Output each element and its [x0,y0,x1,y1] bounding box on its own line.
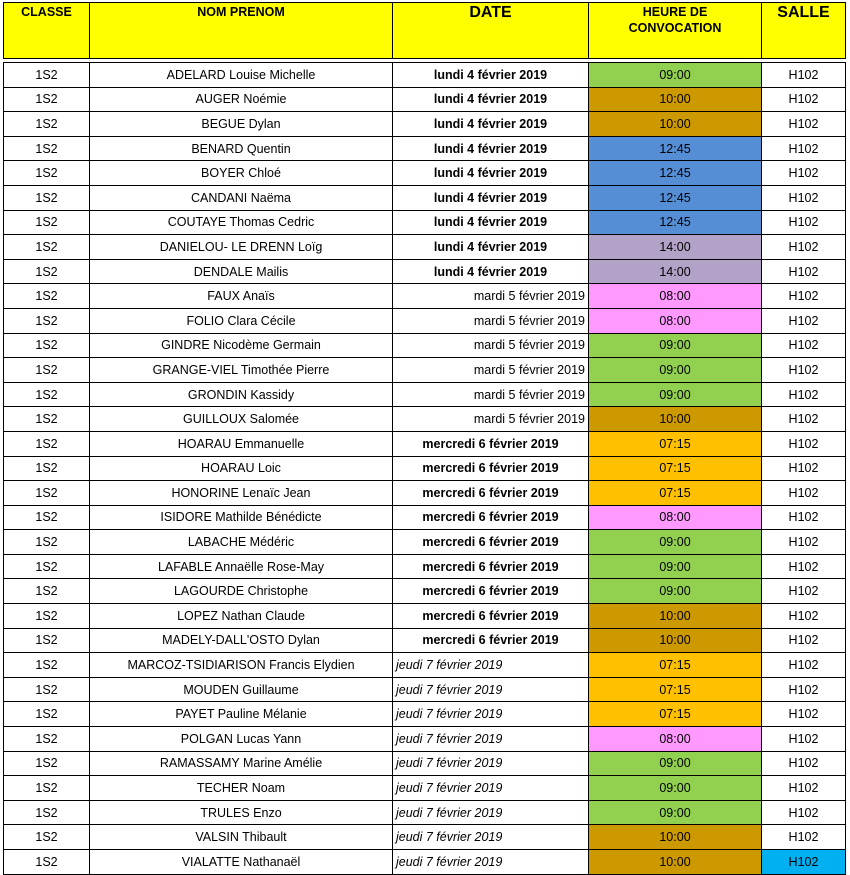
cell-date: mercredi 6 février 2019 [393,530,589,555]
cell-nom-prenom: DANIELOU- LE DRENN Loïg [90,235,393,260]
cell-date: mercredi 6 février 2019 [393,579,589,604]
cell-nom-prenom: MADELY-DALL'OSTO Dylan [90,628,393,653]
cell-classe: 1S2 [4,259,90,284]
cell-date: jeudi 7 février 2019 [393,825,589,850]
header-nom-prenom: NOM PRENOM [90,3,393,59]
cell-nom-prenom: PAYET Pauline Mélanie [90,702,393,727]
table-body [4,59,846,875]
cell-heure: 10:00 [589,87,762,112]
cell-salle: H102 [762,800,846,825]
cell-classe: 1S2 [4,677,90,702]
header-heure-line1: HEURE DE [642,5,708,19]
table-row [4,850,846,875]
table-row [4,776,846,801]
cell-classe: 1S2 [4,530,90,555]
cell-salle: H102 [762,530,846,555]
cell-date: mercredi 6 février 2019 [393,554,589,579]
cell-nom-prenom: LABACHE Médéric [90,530,393,555]
cell-heure: 08:00 [589,727,762,752]
cell-salle: H102 [762,481,846,506]
cell-nom-prenom: ADELARD Louise Michelle [90,63,393,88]
cell-classe: 1S2 [4,308,90,333]
cell-date: lundi 4 février 2019 [393,210,589,235]
cell-classe: 1S2 [4,210,90,235]
table-row [4,825,846,850]
cell-date: mardi 5 février 2019 [393,284,589,309]
cell-heure: 09:00 [589,382,762,407]
header-heure-line2: CONVOCATION [628,21,722,35]
cell-date: jeudi 7 février 2019 [393,850,589,875]
cell-nom-prenom: HOARAU Loic [90,456,393,481]
table-row [4,530,846,555]
table-row [4,259,846,284]
cell-classe: 1S2 [4,505,90,530]
cell-heure: 09:00 [589,800,762,825]
cell-heure: 10:00 [589,850,762,875]
cell-date: jeudi 7 février 2019 [393,776,589,801]
table-row [4,161,846,186]
cell-classe: 1S2 [4,333,90,358]
cell-salle: H102 [762,382,846,407]
cell-salle: H102 [762,333,846,358]
header-classe: CLASSE [4,3,90,59]
cell-date: mercredi 6 février 2019 [393,628,589,653]
cell-heure: 10:00 [589,825,762,850]
cell-date: mardi 5 février 2019 [393,308,589,333]
cell-date: lundi 4 février 2019 [393,63,589,88]
cell-nom-prenom: GRANGE-VIEL Timothée Pierre [90,358,393,383]
convocation-sheet [3,2,846,875]
cell-date: mercredi 6 février 2019 [393,604,589,629]
cell-classe: 1S2 [4,727,90,752]
cell-classe: 1S2 [4,136,90,161]
cell-date: lundi 4 février 2019 [393,185,589,210]
cell-classe: 1S2 [4,628,90,653]
cell-classe: 1S2 [4,653,90,678]
cell-salle: H102 [762,850,846,875]
table-row [4,751,846,776]
table-row [4,554,846,579]
cell-nom-prenom: DENDALE Mailis [90,259,393,284]
cell-heure: 14:00 [589,259,762,284]
cell-heure: 09:00 [589,579,762,604]
cell-salle: H102 [762,112,846,137]
cell-salle: H102 [762,210,846,235]
cell-heure: 09:00 [589,751,762,776]
cell-nom-prenom: CANDANI Naëma [90,185,393,210]
cell-nom-prenom: MOUDEN Guillaume [90,677,393,702]
cell-heure: 12:45 [589,136,762,161]
cell-heure: 07:15 [589,702,762,727]
cell-classe: 1S2 [4,604,90,629]
table-row [4,727,846,752]
header-row [4,3,846,59]
cell-heure: 09:00 [589,554,762,579]
cell-heure: 07:15 [589,431,762,456]
cell-salle: H102 [762,751,846,776]
cell-classe: 1S2 [4,87,90,112]
table-row [4,628,846,653]
cell-salle: H102 [762,161,846,186]
cell-salle: H102 [762,825,846,850]
table-row [4,579,846,604]
table-row [4,604,846,629]
cell-salle: H102 [762,407,846,432]
cell-classe: 1S2 [4,776,90,801]
table-row [4,702,846,727]
table-row [4,800,846,825]
cell-salle: H102 [762,358,846,383]
cell-nom-prenom: FOLIO Clara Cécile [90,308,393,333]
table-row [4,235,846,260]
header-salle: SALLE [762,3,846,59]
cell-date: lundi 4 février 2019 [393,87,589,112]
cell-classe: 1S2 [4,554,90,579]
cell-date: lundi 4 février 2019 [393,161,589,186]
cell-classe: 1S2 [4,63,90,88]
cell-nom-prenom: GUILLOUX Salomée [90,407,393,432]
cell-heure: 14:00 [589,235,762,260]
cell-classe: 1S2 [4,800,90,825]
cell-heure: 09:00 [589,63,762,88]
cell-salle: H102 [762,505,846,530]
cell-nom-prenom: BENARD Quentin [90,136,393,161]
cell-heure: 12:45 [589,185,762,210]
cell-nom-prenom: RAMASSAMY Marine Amélie [90,751,393,776]
cell-nom-prenom: AUGER Noémie [90,87,393,112]
cell-date: jeudi 7 février 2019 [393,727,589,752]
cell-salle: H102 [762,776,846,801]
cell-nom-prenom: TECHER Noam [90,776,393,801]
table-row [4,382,846,407]
cell-classe: 1S2 [4,235,90,260]
header-date: DATE [393,3,589,59]
cell-heure: 07:15 [589,653,762,678]
cell-salle: H102 [762,259,846,284]
cell-classe: 1S2 [4,456,90,481]
cell-classe: 1S2 [4,825,90,850]
cell-nom-prenom: MARCOZ-TSIDIARISON Francis Elydien [90,653,393,678]
cell-salle: H102 [762,579,846,604]
cell-salle: H102 [762,431,846,456]
table-row [4,431,846,456]
cell-nom-prenom: TRULES Enzo [90,800,393,825]
cell-heure: 12:45 [589,161,762,186]
cell-heure: 10:00 [589,628,762,653]
cell-date: lundi 4 février 2019 [393,112,589,137]
cell-date: jeudi 7 février 2019 [393,751,589,776]
table-row [4,112,846,137]
table-row [4,481,846,506]
cell-nom-prenom: VIALATTE Nathanaël [90,850,393,875]
cell-nom-prenom: FAUX Anaïs [90,284,393,309]
cell-salle: H102 [762,628,846,653]
table-row [4,136,846,161]
cell-nom-prenom: LAFABLE Annaëlle Rose-May [90,554,393,579]
cell-nom-prenom: ISIDORE Mathilde Bénédicte [90,505,393,530]
table-row [4,63,846,88]
cell-nom-prenom: BOYER Chloé [90,161,393,186]
cell-salle: H102 [762,284,846,309]
cell-classe: 1S2 [4,407,90,432]
cell-date: jeudi 7 février 2019 [393,702,589,727]
cell-salle: H102 [762,653,846,678]
cell-salle: H102 [762,677,846,702]
cell-salle: H102 [762,308,846,333]
convocation-table [3,2,846,875]
cell-heure: 08:00 [589,284,762,309]
cell-date: jeudi 7 février 2019 [393,677,589,702]
cell-nom-prenom: POLGAN Lucas Yann [90,727,393,752]
cell-date: mercredi 6 février 2019 [393,505,589,530]
cell-nom-prenom: BEGUE Dylan [90,112,393,137]
cell-heure: 12:45 [589,210,762,235]
cell-nom-prenom: GRONDIN Kassidy [90,382,393,407]
cell-heure: 08:00 [589,505,762,530]
table-row [4,358,846,383]
cell-heure: 10:00 [589,407,762,432]
table-row [4,456,846,481]
cell-classe: 1S2 [4,358,90,383]
cell-heure: 07:15 [589,481,762,506]
cell-heure: 08:00 [589,308,762,333]
cell-salle: H102 [762,554,846,579]
cell-date: mardi 5 février 2019 [393,382,589,407]
cell-classe: 1S2 [4,751,90,776]
cell-salle: H102 [762,235,846,260]
cell-date: mercredi 6 février 2019 [393,481,589,506]
cell-classe: 1S2 [4,284,90,309]
cell-classe: 1S2 [4,702,90,727]
cell-date: lundi 4 février 2019 [393,136,589,161]
cell-classe: 1S2 [4,382,90,407]
cell-heure: 07:15 [589,456,762,481]
header-heure-convocation [589,3,762,59]
cell-salle: H102 [762,727,846,752]
cell-classe: 1S2 [4,185,90,210]
cell-date: lundi 4 février 2019 [393,259,589,284]
cell-heure: 07:15 [589,677,762,702]
cell-date: jeudi 7 février 2019 [393,800,589,825]
cell-heure: 09:00 [589,333,762,358]
cell-salle: H102 [762,136,846,161]
cell-date: mardi 5 février 2019 [393,407,589,432]
cell-heure: 10:00 [589,112,762,137]
cell-classe: 1S2 [4,431,90,456]
table-row [4,308,846,333]
cell-heure: 09:00 [589,358,762,383]
cell-nom-prenom: VALSIN Thibault [90,825,393,850]
cell-nom-prenom: LOPEZ Nathan Claude [90,604,393,629]
cell-classe: 1S2 [4,850,90,875]
cell-classe: 1S2 [4,481,90,506]
table-row [4,210,846,235]
table-row [4,653,846,678]
cell-salle: H102 [762,87,846,112]
cell-date: mardi 5 février 2019 [393,358,589,383]
cell-nom-prenom: HOARAU Emmanuelle [90,431,393,456]
cell-classe: 1S2 [4,579,90,604]
cell-nom-prenom: LAGOURDE Christophe [90,579,393,604]
table-row [4,407,846,432]
cell-date: mercredi 6 février 2019 [393,456,589,481]
cell-salle: H102 [762,604,846,629]
cell-date: mercredi 6 février 2019 [393,431,589,456]
table-row [4,284,846,309]
cell-heure: 10:00 [589,604,762,629]
cell-salle: H102 [762,185,846,210]
cell-date: mardi 5 février 2019 [393,333,589,358]
cell-heure: 09:00 [589,776,762,801]
cell-nom-prenom: COUTAYE Thomas Cedric [90,210,393,235]
cell-nom-prenom: HONORINE Lenaïc Jean [90,481,393,506]
cell-salle: H102 [762,456,846,481]
cell-classe: 1S2 [4,161,90,186]
cell-nom-prenom: GINDRE Nicodème Germain [90,333,393,358]
table-row [4,87,846,112]
cell-heure: 09:00 [589,530,762,555]
table-row [4,677,846,702]
cell-date: lundi 4 février 2019 [393,235,589,260]
cell-salle: H102 [762,702,846,727]
table-row [4,505,846,530]
table-row [4,185,846,210]
cell-date: jeudi 7 février 2019 [393,653,589,678]
cell-classe: 1S2 [4,112,90,137]
table-row [4,333,846,358]
cell-salle: H102 [762,63,846,88]
